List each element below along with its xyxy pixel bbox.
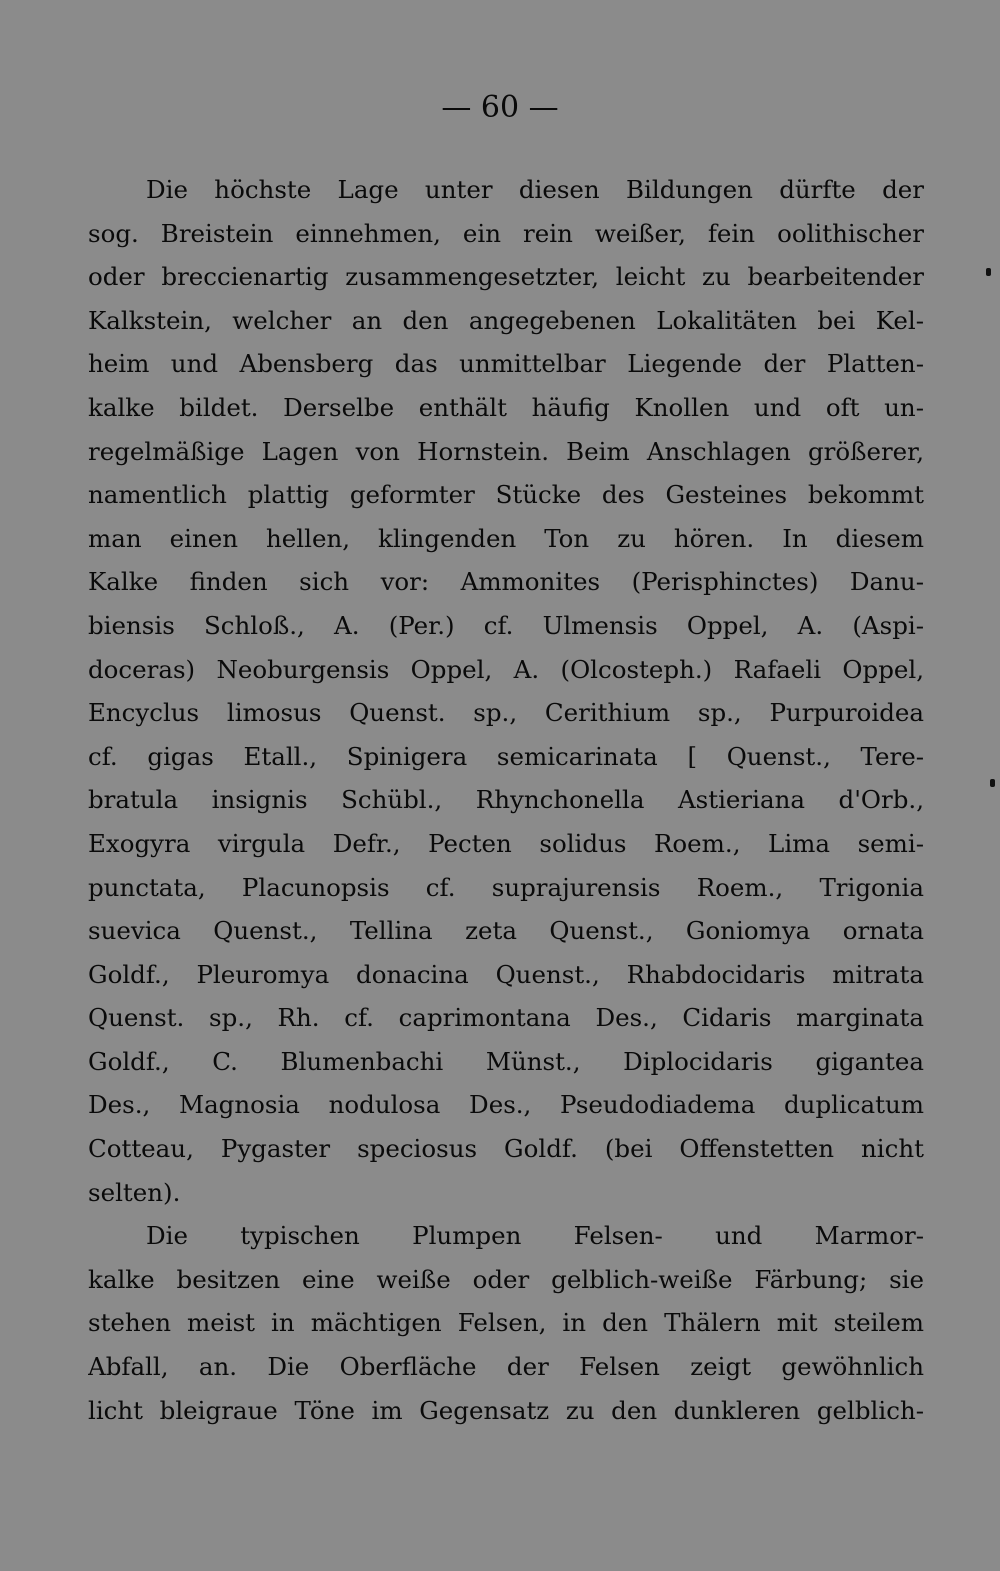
text-line: sog. Breistein einnehmen, ein rein weißer, fein oolithischer bbox=[88, 218, 924, 248]
text-line: oder breccienartig zusammengesetzter, leicht zu bearbeitender bbox=[88, 262, 924, 292]
text-line: Die typischen Plumpen Felsen- und Marmor- bbox=[146, 1221, 924, 1251]
text-line: Exogyra virgula Defr., Pecten solidus Roem., Lima semi- bbox=[88, 828, 924, 858]
text-line: doceras) Neoburgensis Oppel, A. (Olcosteph.) Rafaeli Oppel, bbox=[88, 654, 924, 684]
text-line: biensis Schloß., A. (Per.) cf. Ulmensis Oppel, A. (Aspi- bbox=[88, 610, 924, 640]
text-line: Quenst. sp., Rh. cf. caprimontana Des., Cidaris marginata bbox=[88, 1003, 924, 1033]
text-line: Goldf., Pleuromya donacina Quenst., Rhabdocidaris mitrata bbox=[88, 959, 924, 989]
text-line: bratula insignis Schübl., Rhynchonella Astieriana d'Orb., bbox=[88, 785, 924, 815]
text-line: Goldf., C. Blumenbachi Münst., Diplocidaris gigantea bbox=[88, 1046, 924, 1076]
text-line: regelmäßige Lagen von Hornstein. Beim Anschlagen größerer, bbox=[88, 436, 924, 466]
text-line: heim und Abensberg das unmittelbar Liegende der Platten- bbox=[88, 349, 924, 379]
page-number: — 60 — bbox=[441, 90, 559, 125]
text-line: suevica Quenst., Tellina zeta Quenst., Goniomya ornata bbox=[88, 916, 924, 946]
text-line: selten). bbox=[88, 1177, 181, 1207]
text-line: Abfall, an. Die Oberfläche der Felsen zeigt gewöhnlich bbox=[88, 1352, 924, 1382]
text-line: Kalke finden sich vor: Ammonites (Perisphinctes) Danu- bbox=[88, 567, 924, 597]
text-line: cf. gigas Etall., Spinigera semicarinata [ Quenst., Tere- bbox=[88, 741, 924, 771]
text-line: Cotteau, Pygaster speciosus Goldf. (bei Offenstetten nicht bbox=[88, 1134, 924, 1164]
text-line: Des., Magnosia nodulosa Des., Pseudodiadema duplicatum bbox=[88, 1090, 924, 1120]
text-line: Die höchste Lage unter diesen Bildungen dürfte der bbox=[146, 175, 924, 204]
text-line: kalke besitzen eine weiße oder gelblich-weiße Färbung; sie bbox=[88, 1264, 924, 1294]
text-line: namentlich plattig geformter Stücke des Gesteines bekommt bbox=[88, 480, 924, 510]
margin-speck bbox=[986, 268, 991, 276]
text-line: stehen meist in mächtigen Felsen, in den Thälern mit steilem bbox=[88, 1308, 924, 1338]
margin-speck bbox=[990, 779, 995, 787]
text-line: Kalkstein, welcher an den angegebenen Lokalitäten bei Kel- bbox=[88, 305, 924, 335]
text-line: man einen hellen, klingenden Ton zu hören. In diesem bbox=[88, 523, 924, 553]
text-line: Encyclus limosus Quenst. sp., Cerithium sp., Purpuroidea bbox=[88, 698, 924, 728]
text-line: kalke bildet. Derselbe enthält häufig Knollen und oft un- bbox=[88, 392, 924, 422]
body-text bbox=[88, 168, 924, 1432]
text-line: licht bleigraue Töne im Gegensatz zu den dunkleren gelblich- bbox=[88, 1395, 924, 1425]
text-line: punctata, Placunopsis cf. suprajurensis Roem., Trigonia bbox=[88, 872, 924, 902]
